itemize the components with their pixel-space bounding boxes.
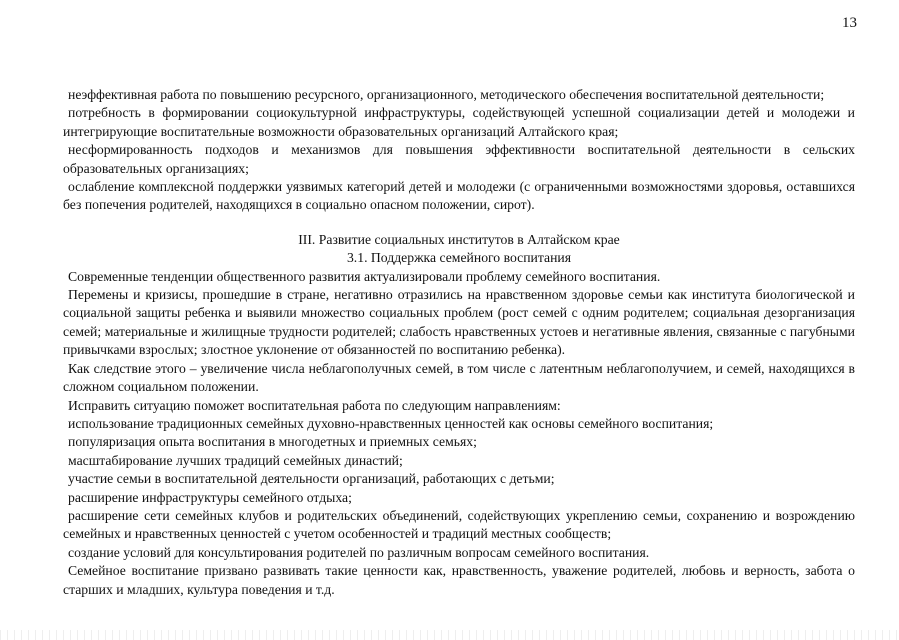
- section-title: III. Развитие социальных институтов в Алтайском крае: [298, 231, 620, 247]
- list-item: популяризация опыта воспитания в многодетных и приемных семьях;: [68, 434, 477, 450]
- paragraph: Перемены и кризисы, прошедшие в стране, негативно отразились на нравственном здоровье семьи как института биологической и социальной защиты ребенка и выявили множество социальных проблем (рост семей с одним родителем; социальная дезорганизация семей; материальные и жилищные трудности родителей; слабость нравственных устоев и негативные явления, связанные с пагубными привычками взрослых; злостное уклонение от обязанностей по воспитанию ребенка).: [63, 287, 855, 358]
- paragraph: Как следствие этого – увеличение числа неблагополучных семей, в том числе с латентным неблагополучием, и семей, находящихся в сложном социальном положении.: [63, 360, 855, 395]
- paragraph: Семейное воспитание призвано развивать такие ценности как, нравственность, уважение родителей, любовь и верность, забота о старших и младших, культура поведения и т.д.: [63, 563, 855, 597]
- list-item: масштабирование лучших традиций семейных династий;: [68, 452, 403, 468]
- document-body: [63, 86, 855, 599]
- list-item: использование традиционных семейных духовно-нравственных ценностей как основы семейного воспитания;: [68, 415, 714, 431]
- list-item: участие семьи в воспитательной деятельности организаций, работающих с детьми;: [68, 471, 555, 487]
- paragraph: неэффективная работа по повышению ресурсного, организационного, методического обеспечения воспитательной деятельности;: [68, 87, 825, 102]
- list-item: расширение сети семейных клубов и родительских объединений, содействующих укреплению семьи, сохранению и возрождению семейных и нравственных ценностей с учетом особенностей и традиций местных сообществ;: [63, 507, 855, 542]
- paragraph: Современные тенденции общественного развития актуализировали проблему семейного воспитания.: [68, 268, 661, 284]
- paragraph: Исправить ситуацию поможет воспитательная работа по следующим направлениям:: [68, 397, 561, 413]
- list-item: расширение инфраструктуры семейного отдыха;: [68, 489, 352, 505]
- subsection-title: 3.1. Поддержка семейного воспитания: [346, 250, 572, 266]
- page-number: 13: [842, 15, 857, 31]
- spacer: [63, 215, 855, 231]
- paragraph: потребность в формировании социокультурной инфраструктуры, содействующей успешной социализации детей и молодежи и интегрирующие воспитательные возможности образовательных организаций Алтайского края;: [63, 105, 855, 139]
- paragraph: ослабление комплексной поддержки уязвимых категорий детей и молодежи (с ограниченными возможностями здоровья, оставшихся без попечения родителей, находящихся в социально опасном положении, сирот).: [63, 179, 855, 213]
- list-item: создание условий для консультирования родителей по различным вопросам семейного воспитания.: [68, 544, 650, 560]
- scan-edge: [0, 630, 899, 640]
- paragraph: несформированность подходов и механизмов для повышения эффективности воспитательной деятельности в сельских образовательных организациях;: [63, 142, 855, 176]
